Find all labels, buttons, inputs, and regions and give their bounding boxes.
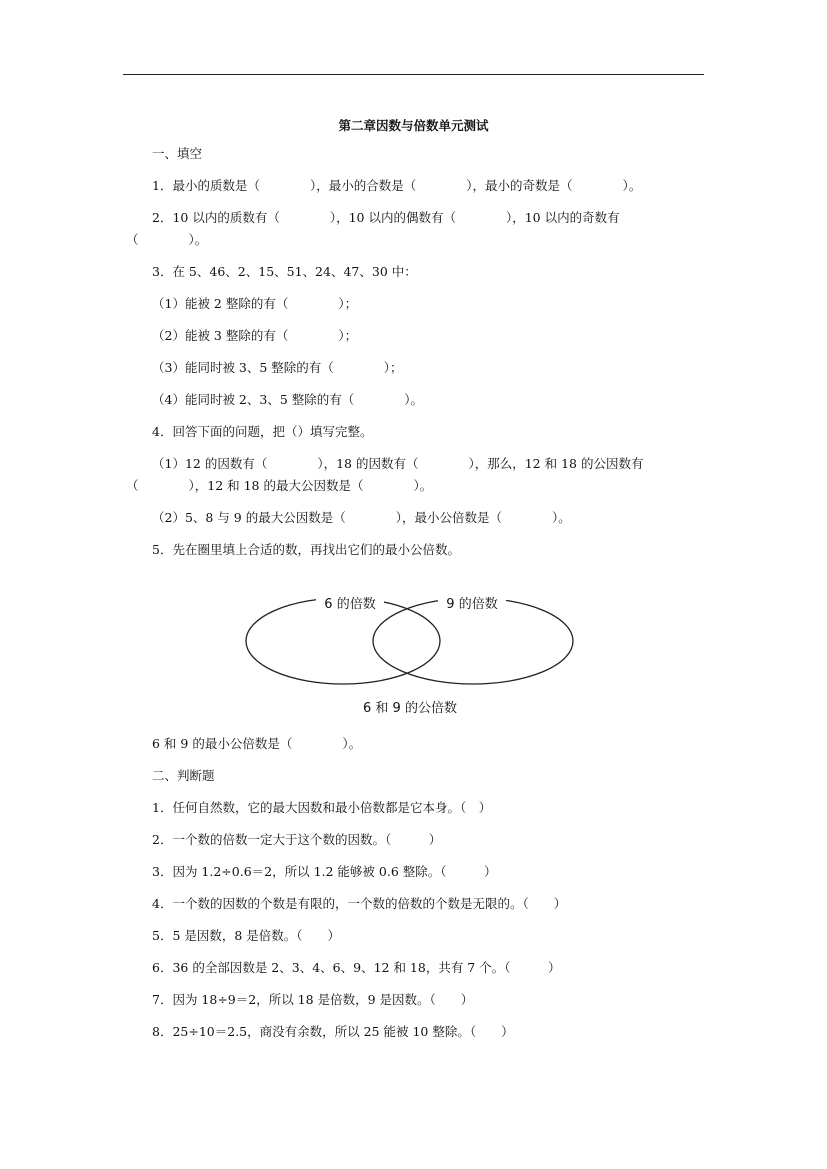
question-3-1: （1）能被 2 整除的有（ ）； [152, 296, 358, 311]
question-5: 5．先在圈里填上合适的数，再找出它们的最小公倍数。 [152, 542, 460, 557]
judgment-item-3: 3．因为 1.2÷0.6＝2，所以 1.2 能够被 0.6 整除。（ ） [152, 864, 497, 879]
question-4-2: （2）5、8 与 9 的最大公因数是（ ），最小公倍数是（ ）。 [152, 510, 571, 525]
section2-heading: 二、判断题 [152, 768, 215, 783]
venn-diagram [240, 588, 580, 720]
question-2-line-2: （ ）。 [126, 232, 208, 247]
question-2-line-1: 2．10 以内的质数有（ ），10 以内的偶数有（ ），10 以内的奇数有 [152, 210, 620, 225]
judgment-item-2: 2．一个数的倍数一定大于这个数的因数。（ ） [152, 832, 442, 847]
question-4-1-line-2: （ ），12 和 18 的最大公因数是（ ）。 [126, 478, 433, 493]
judgment-item-4: 4．一个数的因数的个数是有限的，一个数的倍数的个数是无限的。（ ） [152, 896, 567, 911]
document-title: 第二章因数与倍数单元测试 [338, 118, 489, 133]
question-4-1-line-1: （1）12 的因数有（ ），18 的因数有（ ），那么，12 和 18 的公因数有 [152, 456, 644, 471]
question-3-2: （2）能被 3 整除的有（ ）； [152, 328, 358, 343]
judgment-item-5: 5．5 是因数，8 是倍数。（ ） [152, 928, 341, 943]
judgment-item-8: 8．25÷10＝2.5，商没有余数，所以 25 能被 10 整除。（ ） [152, 1024, 514, 1039]
judgment-item-6: 6．36 的全部因数是 2、3、4、6、9、12 和 18，共有 7 个。（ ） [152, 960, 561, 975]
left-circle-label: 6 的倍数 [324, 597, 376, 612]
judgment-item-1: 1．任何自然数，它的最大因数和最小倍数都是它本身。（ ） [152, 800, 492, 815]
question-3-4: （4）能同时被 2、3、5 整除的有（ ）。 [152, 392, 424, 407]
section1-heading: 一、填空 [152, 146, 203, 161]
question-3-3: （3）能同时被 3、5 整除的有（ ）； [152, 360, 403, 375]
question-4: 4．回答下面的问题，把（）填写完整。 [152, 424, 373, 439]
common-multiples-label: 6 和 9 的公倍数 [363, 701, 457, 716]
judgment-item-7: 7．因为 18÷9＝2，所以 18 是倍数，9 是因数。（ ） [152, 992, 474, 1007]
right-circle-label: 9 的倍数 [446, 597, 498, 612]
question-1: 1．最小的质数是（ ），最小的合数是（ ），最小的奇数是（ ）。 [152, 178, 642, 193]
header-rule [123, 74, 704, 75]
question-5-answer: 6 和 9 的最小公倍数是（ ）。 [152, 736, 362, 751]
question-3: 3．在 5、46、2、15、51、24、47、30 中： [152, 264, 417, 279]
